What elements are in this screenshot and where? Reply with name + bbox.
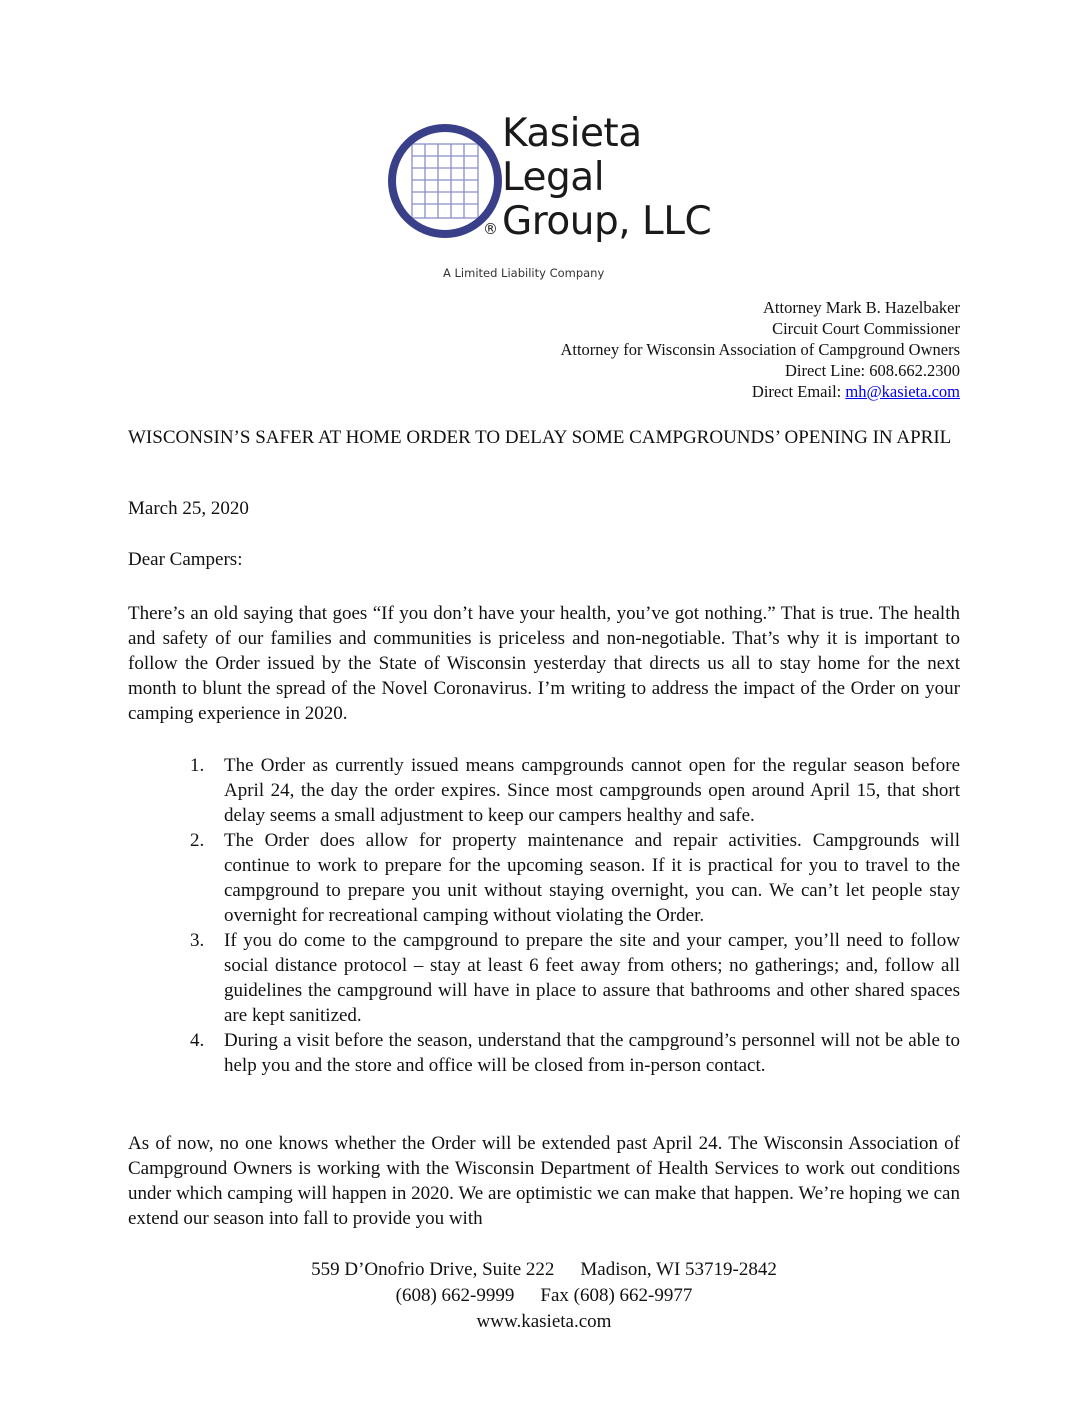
- sender-email-link[interactable]: mh@kasieta.com: [845, 382, 960, 401]
- letter-salutation: Dear Campers:: [128, 549, 243, 570]
- list-item-number: 2.: [190, 830, 205, 851]
- footer-phone: (608) 662-9999: [395, 1285, 515, 1306]
- sender-title: Circuit Court Commissioner: [772, 319, 960, 338]
- registered-mark: ®: [483, 220, 498, 238]
- sender-email-label: Direct Email:: [751, 382, 842, 401]
- sender-direct-line: Direct Line: 608.662.2300: [784, 361, 960, 380]
- logo-line-3: Group, LLC: [502, 199, 712, 244]
- logo-wordmark: [502, 112, 711, 244]
- footer-address-row: [0, 1257, 1088, 1283]
- list-item-number: 4.: [190, 1030, 205, 1051]
- footer-street: 559 D’Onofrio Drive, Suite 222: [311, 1259, 555, 1280]
- letter-date: March 25, 2020: [128, 498, 249, 519]
- body-paragraph-1: There’s an old saying that goes “If you don’t have your health, you’ve got nothing.” That is true. The health and safety of our families and communities is priceless and non-negotiable. That’s why it is important to follow the Order issued by the State of Wisconsin yesterday that directs us all to stay home for the next month to blunt the spread of the Novel Coronavirus. I’m writing to address the impact of the Order on your camping experience in 2020.: [128, 603, 960, 724]
- footer-fax: Fax (608) 662-9977: [540, 1285, 693, 1306]
- body-paragraph-2: As of now, no one knows whether the Order will be extended past April 24. The Wisconsin Association of Campground Owners is working with the Wisconsin Department of Health Services to work out conditions under which camping will happen in 2020. We are optimistic we can make that happen. We’re hoping we can extend our season into fall to provide you with: [128, 1133, 960, 1229]
- list-item: [190, 1028, 960, 1078]
- footer-website: www.kasieta.com: [476, 1311, 612, 1332]
- list-item: [190, 928, 960, 1028]
- list-item-number: 3.: [190, 930, 205, 951]
- logo-tagline: A Limited Liability Company: [443, 266, 605, 280]
- list-item-text: The Order does allow for property maintenance and repair activities. Campgrounds will continue to work to prepare for the upcoming season. If it is practical for you to travel to the campground to prepare you unit without staying overnight, you can. We can’t let people stay overnight for recreational camping without violating the Order.: [224, 830, 960, 926]
- list-item-text: During a visit before the season, understand that the campground’s personnel will not be able to help you and the store and office will be closed from in-person contact.: [224, 1030, 960, 1076]
- letterhead-footer: [0, 1257, 1088, 1335]
- list-item: [190, 828, 960, 928]
- company-logo: [386, 112, 726, 252]
- sender-block: [560, 297, 960, 402]
- list-item-text: If you do come to the campground to prepare the site and your camper, you’ll need to follow social distance protocol – stay at least 6 feet away from others; no gatherings; and, follow all guidelines the campground will have in place to assure that bathrooms and other shared spaces are kept sanitized.: [224, 930, 960, 1026]
- logo-line-2: Legal: [502, 155, 605, 200]
- sender-email-row: [560, 381, 960, 402]
- list-item-text: The Order as currently issued means campgrounds cannot open for the regular season before April 24, the day the order expires. Since most campgrounds open around April 15, that short delay seems a small adjustment to keep our campers healthy and safe.: [224, 755, 960, 826]
- footer-phone-row: [0, 1283, 1088, 1309]
- list-item: [190, 753, 960, 828]
- list-item-number: 1.: [190, 755, 205, 776]
- logo-line-1: Kasieta: [502, 111, 642, 156]
- footer-city: Madison, WI 53719-2842: [580, 1259, 777, 1280]
- sender-role: Attorney for Wisconsin Association of Campground Owners: [560, 340, 960, 359]
- numbered-list: [190, 753, 960, 1078]
- sender-name: Attorney Mark B. Hazelbaker: [762, 298, 960, 317]
- letter-subject: WISCONSIN’S SAFER AT HOME ORDER TO DELAY SOME CAMPGROUNDS’ OPENING IN APRIL: [128, 427, 952, 448]
